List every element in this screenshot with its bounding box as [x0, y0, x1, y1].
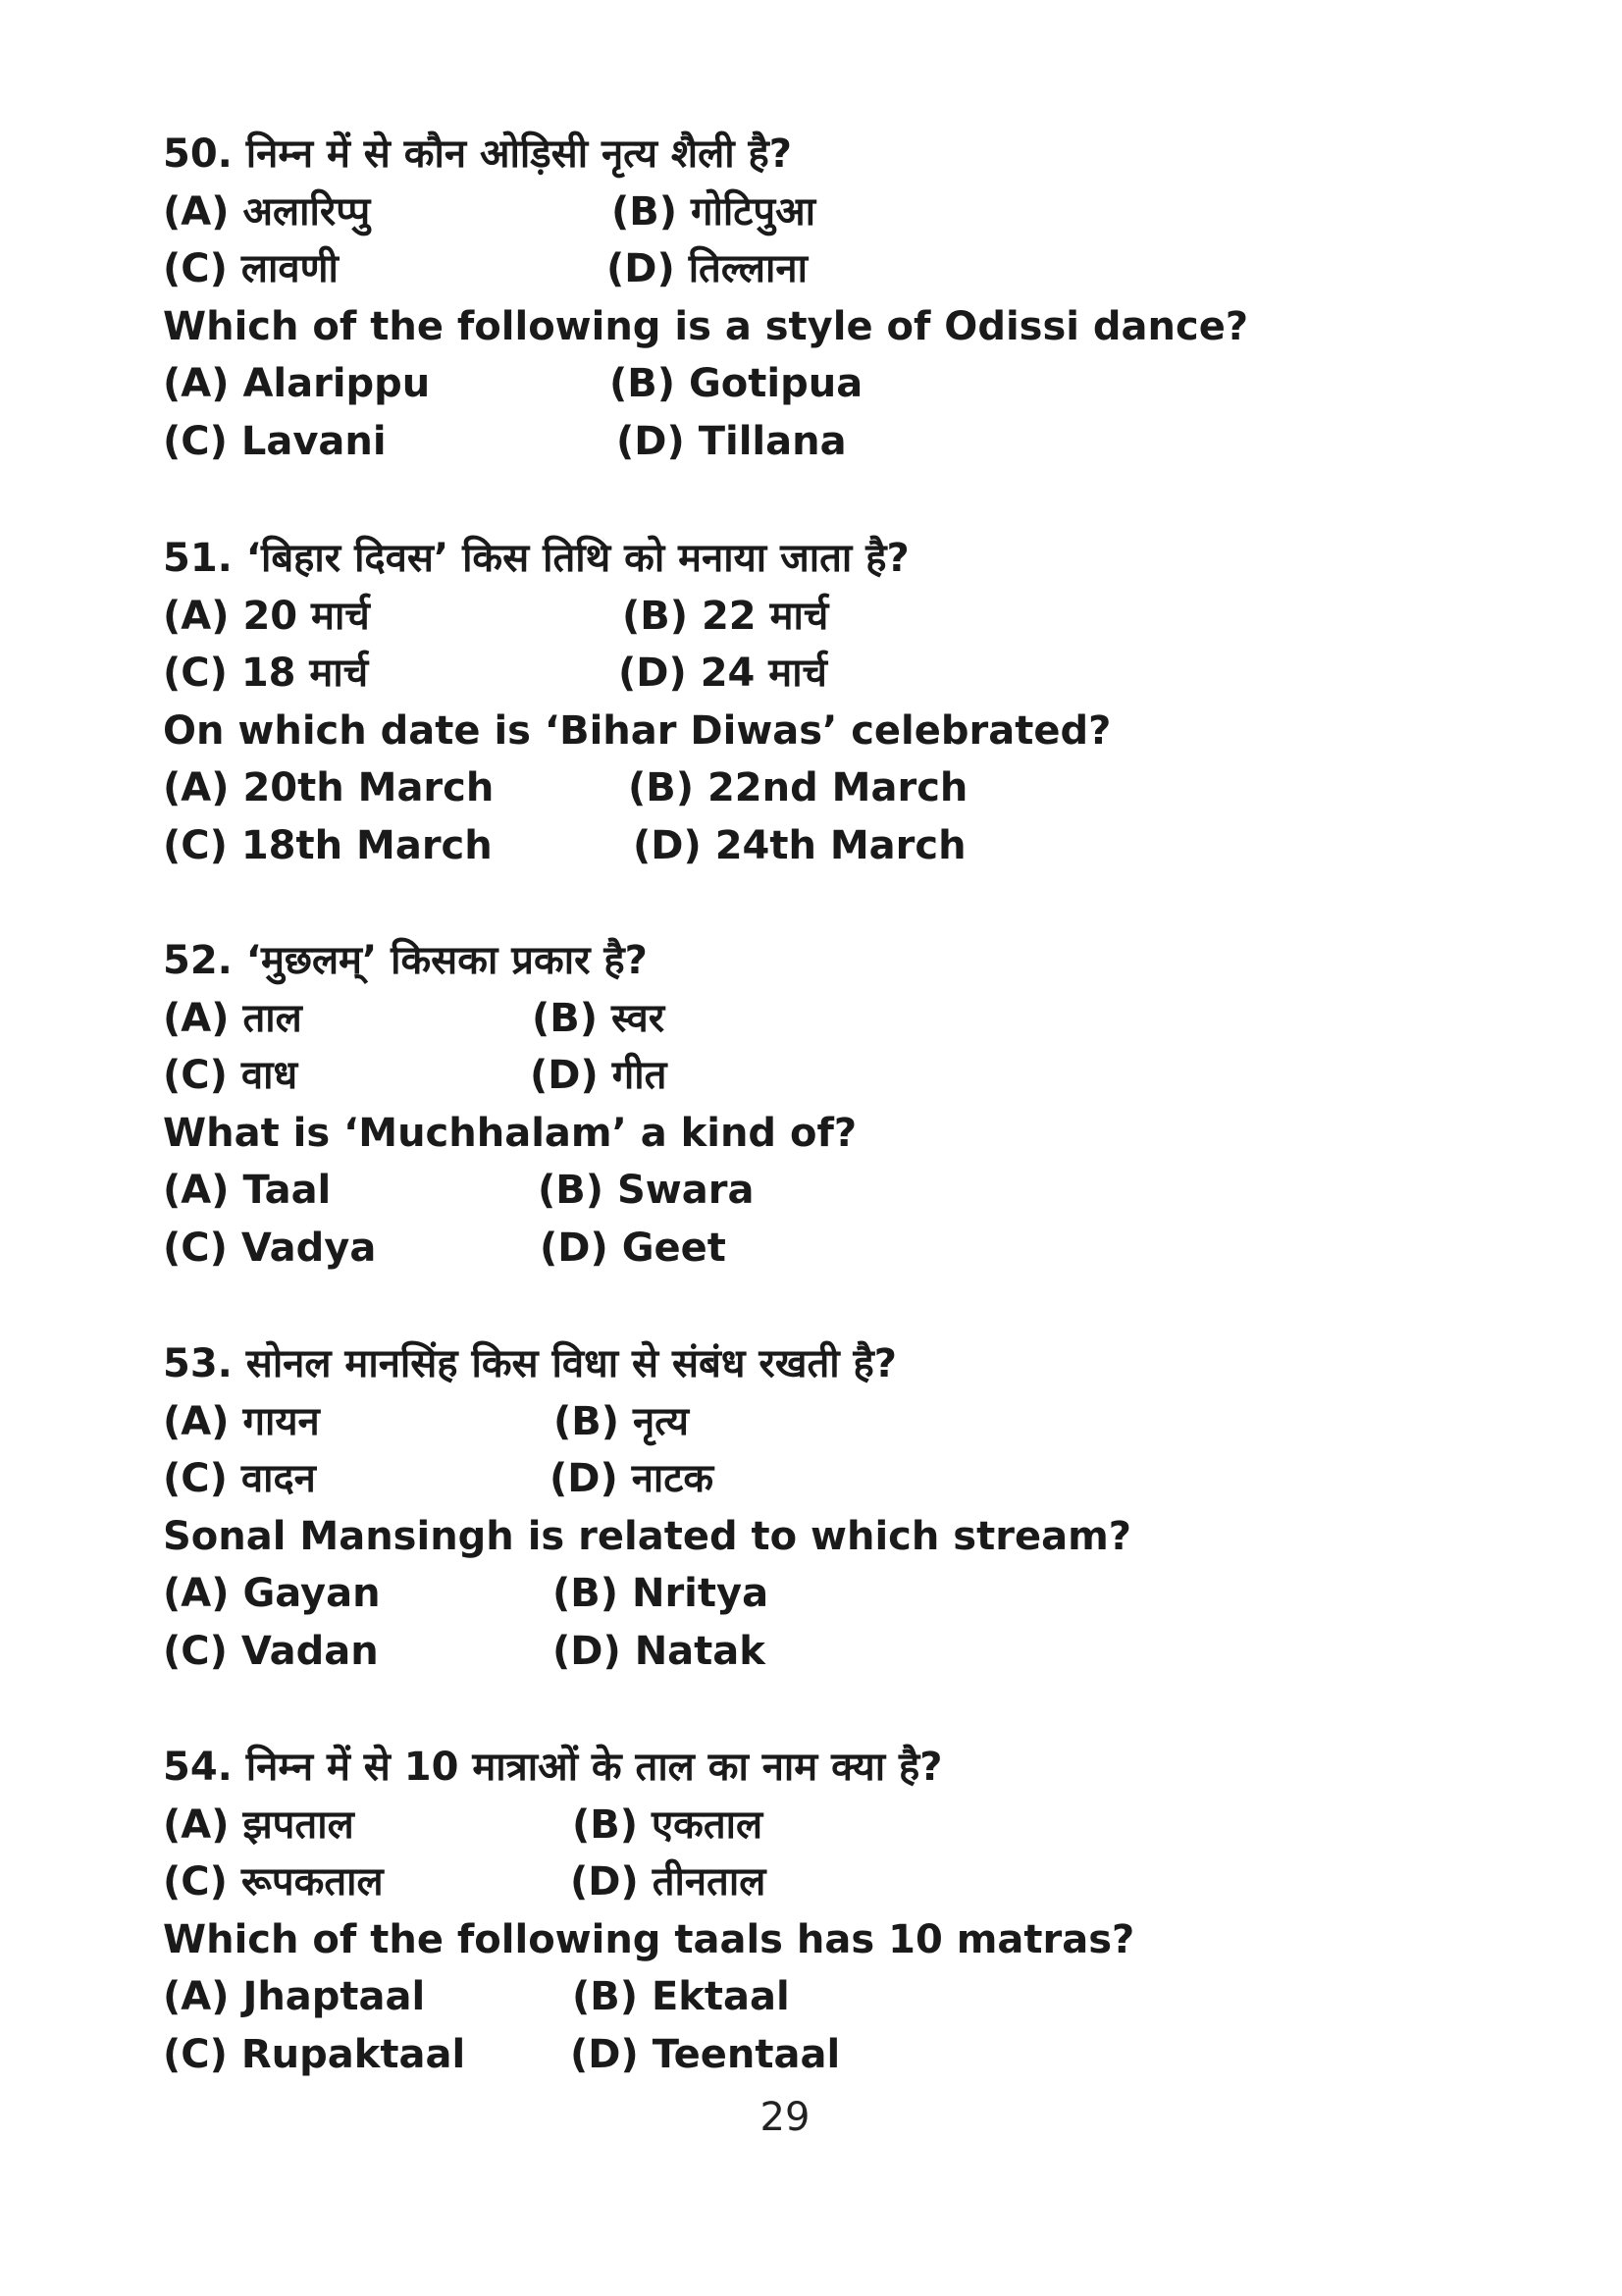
option-b: (B) Gotipua [609, 361, 863, 406]
option-b: (B) स्वर [532, 995, 665, 1041]
option-b: (B) Swara [538, 1168, 755, 1213]
options-row [163, 413, 1497, 471]
option-c: (C) रूपकताल [163, 1859, 384, 1905]
option-a: (A) 20th March [163, 765, 495, 810]
option-d: (D) तिल्लाना [606, 246, 808, 291]
option-a: (A) गायन [163, 1398, 320, 1444]
option-d: (D) 24th March [633, 822, 967, 868]
question-hindi: 52. ‘मुछलम्’ किसका प्रकार है? [163, 938, 648, 983]
question-51 [163, 530, 1497, 874]
option-c: (C) वादन [163, 1456, 316, 1501]
options-row [163, 2026, 1497, 2084]
options-row [163, 1623, 1497, 1681]
option-a: (A) Gayan [163, 1571, 381, 1616]
page-number: 29 [759, 2095, 811, 2140]
question-english: What is ‘Muchhalam’ a kind of? [163, 1110, 858, 1156]
option-d: (D) Natak [552, 1628, 765, 1674]
question-hindi: 50. निम्न में से कौन ओड़िसी नृत्य शैली है? [163, 131, 792, 177]
options-row [163, 1450, 1497, 1508]
option-a: (A) Alarippu [163, 361, 431, 406]
option-c: (C) Vadya [163, 1225, 377, 1271]
options-row [163, 1220, 1497, 1278]
option-b: (B) Nritya [552, 1571, 769, 1616]
option-b: (B) 22nd March [628, 765, 968, 810]
option-c: (C) लावणी [163, 246, 339, 291]
option-c: (C) Rupaktaal [163, 2031, 466, 2077]
option-c: (C) 18th March [163, 822, 493, 868]
option-c: (C) 18 मार्च [163, 651, 369, 696]
options-row [163, 1393, 1497, 1451]
option-d: (D) नाटक [549, 1456, 714, 1501]
option-d: (D) Teentaal [570, 2031, 841, 2077]
option-b: (B) नृत्य [553, 1398, 689, 1444]
question-hindi: 54. निम्न में से 10 मात्राओं के ताल का नाम क्या है? [163, 1745, 943, 1790]
option-a: (A) झपताल [163, 1801, 354, 1848]
option-b: (B) गोटिपुआ [611, 188, 815, 235]
option-a: (A) Taal [163, 1168, 332, 1213]
option-d: (D) 24 मार्च [618, 651, 827, 696]
option-a: (A) ताल [163, 995, 302, 1041]
option-d: (D) तीनताल [570, 1859, 766, 1905]
options-row [163, 817, 1497, 875]
options-row [163, 183, 1497, 241]
option-c: (C) Lavani [163, 418, 387, 464]
question-english: Sonal Mansingh is related to which stream? [163, 1513, 1131, 1559]
question-hindi: 53. सोनल मानसिंह किस विधा से संबंध रखती है? [163, 1341, 897, 1386]
option-c: (C) Vadan [163, 1628, 379, 1674]
options-row [163, 240, 1497, 298]
options-row [163, 645, 1497, 703]
question-50 [163, 126, 1497, 470]
question-54 [163, 1739, 1497, 2083]
options-row [163, 1047, 1497, 1105]
option-d: (D) गीत [530, 1053, 667, 1098]
options-row [163, 1968, 1497, 2026]
option-b: (B) 22 मार्च [622, 593, 829, 639]
options-row [163, 1565, 1497, 1623]
options-row [163, 355, 1497, 413]
options-row [163, 1853, 1497, 1911]
question-53 [163, 1335, 1497, 1680]
options-row [163, 1797, 1497, 1854]
options-row [163, 759, 1497, 817]
options-row [163, 1162, 1497, 1220]
question-52 [163, 932, 1497, 1277]
option-b: (B) Ektaal [572, 1974, 790, 2019]
question-english: Which of the following is a style of Odissi dance? [163, 303, 1249, 349]
option-a: (A) Jhaptaal [163, 1974, 426, 2019]
option-b: (B) एकताल [572, 1801, 763, 1848]
options-row [163, 990, 1497, 1048]
question-hindi: 51. ‘बिहार दिवस’ किस तिथि को मनाया जाता है? [163, 536, 910, 581]
options-row [163, 588, 1497, 646]
option-a: (A) 20 मार्च [163, 593, 370, 639]
option-d: (D) Geet [540, 1225, 726, 1271]
option-c: (C) वाध [163, 1053, 298, 1098]
question-english: Which of the following taals has 10 matras? [163, 1916, 1135, 1962]
option-a: (A) अलारिप्पु [163, 188, 371, 235]
option-d: (D) Tillana [616, 418, 847, 464]
question-english: On which date is ‘Bihar Diwas’ celebrated? [163, 707, 1112, 754]
